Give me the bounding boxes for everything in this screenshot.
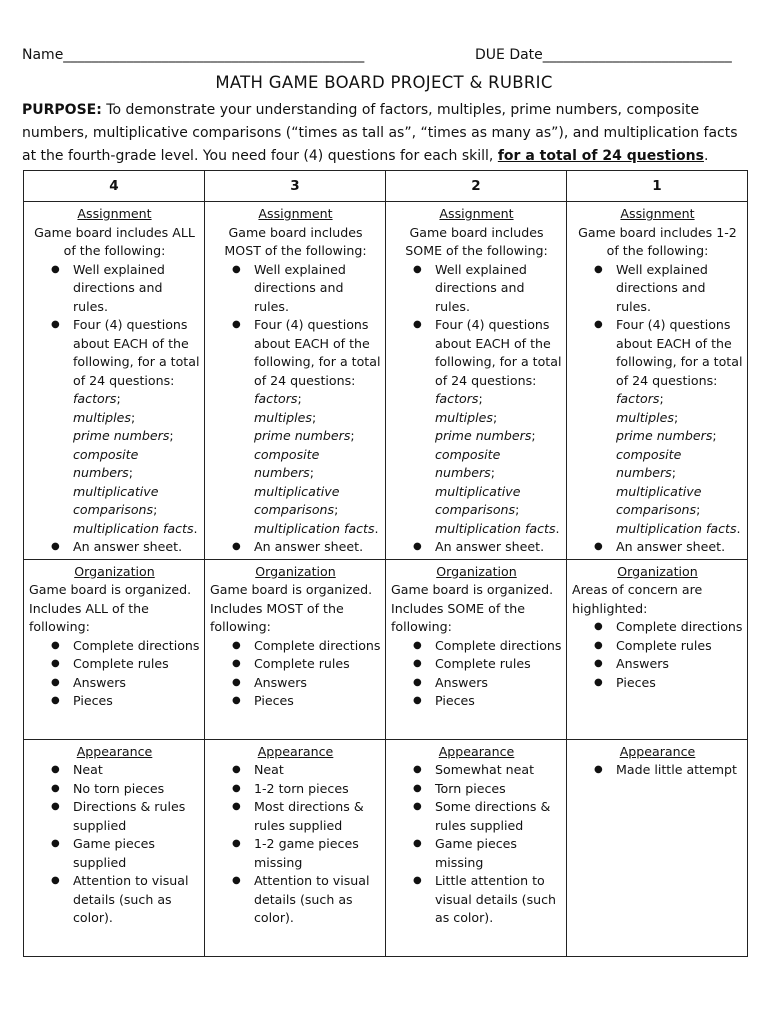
criteria-item: ● Answers xyxy=(73,674,200,693)
skill-separator: ; xyxy=(696,502,701,517)
appearance-heading: Appearance xyxy=(619,743,696,759)
appearance-cell-content xyxy=(205,740,385,930)
criteria-list xyxy=(391,761,562,928)
purpose-end: . xyxy=(703,148,709,164)
criteria-list xyxy=(572,618,743,692)
criteria-item: ● An answer sheet. xyxy=(616,538,743,557)
skill-name: factors xyxy=(254,391,298,406)
organization-heading: Organization xyxy=(255,563,336,579)
criteria-item xyxy=(435,316,562,538)
organization-cell-content xyxy=(386,560,566,713)
purpose-label: PURPOSE: xyxy=(22,102,102,118)
skill-separator: ; xyxy=(490,465,495,480)
criteria-item: ● No torn pieces xyxy=(73,780,200,799)
appearance-cell-content xyxy=(567,740,747,782)
organization-cell-3 xyxy=(205,559,386,739)
appearance-cell-content xyxy=(24,740,204,930)
criteria-list xyxy=(572,761,743,780)
skill-name: composite numbers xyxy=(254,446,320,480)
criteria-item: ● Pieces xyxy=(254,692,381,711)
criteria-item: ● Well explained directions and rules. xyxy=(254,261,381,317)
organization-row xyxy=(24,559,748,739)
skill-name: multiplicative comparisons xyxy=(254,483,340,517)
criteria-item: ● Somewhat neat xyxy=(435,761,562,780)
criteria-item-text: Four (4) questions about EACH of the following, for a total of 24 questions: xyxy=(616,317,743,388)
criteria-item: ● Neat xyxy=(73,761,200,780)
criteria-item: ● Complete directions xyxy=(73,637,200,656)
skill-separator: ; xyxy=(493,409,498,425)
criteria-item: ● Attention to visual details (such as color). xyxy=(73,872,200,928)
assignment-cell-3 xyxy=(205,202,386,560)
assignment-row xyxy=(24,202,748,560)
criteria-intro: Game board is organized. Includes MOST of the following: xyxy=(210,582,373,634)
assignment-cell-1 xyxy=(567,202,748,560)
criteria-list xyxy=(572,261,743,557)
criteria-item: ● Made little attempt xyxy=(616,761,743,780)
assignment-heading: Assignment xyxy=(77,206,152,221)
appearance-heading: Appearance xyxy=(257,743,334,759)
appearance-cell-3 xyxy=(205,739,386,956)
skill-name: composite numbers xyxy=(616,446,682,480)
skill-name: multiples xyxy=(254,409,312,425)
criteria-item: ● Answers xyxy=(435,674,562,693)
criteria-item: ● Pieces xyxy=(73,692,200,711)
organization-cell-2 xyxy=(386,559,567,739)
criteria-item: ● Complete directions xyxy=(435,637,562,656)
purpose-text: To demonstrate your understanding of factors, multiples, prime numbers, composite numbers, multiplicative comparisons (“times as tall as”, “times as many as”), and multiplication facts at the fourth-grade level. You need four (4) questions for each skill, xyxy=(22,102,738,164)
score-header-row xyxy=(24,171,748,202)
skill-separator: ; xyxy=(674,409,679,425)
criteria-intro: Areas of concern are highlighted: xyxy=(572,582,703,616)
criteria-item: ● Well explained directions and rules. xyxy=(435,261,562,317)
criteria-list xyxy=(210,261,381,557)
skill-name: prime numbers xyxy=(254,428,351,443)
skill-name: prime numbers xyxy=(616,428,713,443)
criteria-item: ● Little attention to visual details (such as color). xyxy=(435,872,562,928)
appearance-cell-1 xyxy=(567,739,748,956)
organization-cell-content xyxy=(205,560,385,713)
skill-name: multiplicative comparisons xyxy=(435,483,521,517)
skill-name: multiplication facts xyxy=(73,520,194,536)
organization-cell-1 xyxy=(567,559,748,739)
skill-separator: ; xyxy=(116,391,121,406)
criteria-item: ● Game pieces supplied xyxy=(73,835,200,872)
criteria-item xyxy=(73,316,200,538)
purpose-emphasis: for a total of 24 questions xyxy=(497,148,704,164)
criteria-intro: Game board includes SOME of the following: xyxy=(405,224,548,258)
skill-separator: ; xyxy=(531,428,536,443)
criteria-item: ● An answer sheet. xyxy=(73,538,200,557)
criteria-item-text: Four (4) questions about EACH of the following, for a total of 24 questions: xyxy=(435,317,562,388)
criteria-intro: Game board is organized. Includes SOME of the following: xyxy=(391,582,554,634)
assignment-cell-2 xyxy=(386,202,567,560)
assignment-cell-content xyxy=(205,202,385,559)
skill-separator: ; xyxy=(153,502,158,517)
criteria-item: ● An answer sheet. xyxy=(435,538,562,557)
score-header-1: 1 xyxy=(567,171,748,202)
criteria-item xyxy=(254,316,381,538)
criteria-item: ● 1-2 torn pieces xyxy=(254,780,381,799)
appearance-cell-4 xyxy=(24,739,205,956)
skill-name: multiples xyxy=(435,409,493,425)
criteria-item: ● Complete rules xyxy=(254,655,381,674)
appearance-heading: Appearance xyxy=(76,743,153,759)
skill-name: prime numbers xyxy=(435,428,532,443)
page-title: MATH GAME BOARD PROJECT & RUBRIC xyxy=(215,73,553,92)
skill-name: factors xyxy=(435,391,479,406)
skill-separator: ; xyxy=(312,409,317,425)
skill-name: multiples xyxy=(73,409,131,425)
criteria-intro: Game board includes 1-2 of the following: xyxy=(578,224,737,258)
organization-heading: Organization xyxy=(74,563,155,579)
skill-separator: ; xyxy=(309,465,314,480)
criteria-list xyxy=(29,637,200,711)
assignment-heading: Assignment xyxy=(439,206,514,221)
criteria-item: ● Directions & rules supplied xyxy=(73,798,200,835)
criteria-intro: Game board includes ALL of the following: xyxy=(34,224,195,258)
assignment-heading: Assignment xyxy=(258,206,333,221)
skill-name: multiples xyxy=(616,409,674,425)
skill-separator: ; xyxy=(515,502,520,517)
criteria-item: ● Game pieces missing xyxy=(435,835,562,872)
criteria-item: ● 1-2 game pieces missing xyxy=(254,835,381,872)
organization-cell-content xyxy=(24,560,204,713)
score-header-4: 4 xyxy=(24,171,205,202)
criteria-item-text: Four (4) questions about EACH of the following, for a total of 24 questions: xyxy=(254,317,381,388)
skill-separator: ; xyxy=(297,391,302,406)
criteria-item: ● Complete rules xyxy=(616,637,743,656)
organization-heading: Organization xyxy=(617,563,698,579)
criteria-item: ● Well explained directions and rules. xyxy=(616,261,743,317)
criteria-item: ● Pieces xyxy=(616,674,743,693)
criteria-intro: Game board includes MOST of the following: xyxy=(224,224,367,258)
skill-separator: ; xyxy=(659,391,664,406)
assignment-cell-content xyxy=(24,202,204,559)
rubric-table xyxy=(23,170,748,957)
criteria-item: ● Pieces xyxy=(435,692,562,711)
assignment-cell-content xyxy=(386,202,566,559)
score-header-3: 3 xyxy=(205,171,386,202)
skill-name: multiplication facts xyxy=(435,520,556,536)
criteria-item: ● Complete directions xyxy=(616,618,743,637)
criteria-item: ● Complete rules xyxy=(73,655,200,674)
skill-separator: ; xyxy=(334,502,339,517)
criteria-item: ● Most directions & rules supplied xyxy=(254,798,381,835)
appearance-cell-content xyxy=(386,740,566,930)
skill-name: multiplicative comparisons xyxy=(616,483,702,517)
criteria-list xyxy=(210,637,381,711)
skill-separator: ; xyxy=(712,428,717,443)
skill-separator: . xyxy=(555,520,560,536)
criteria-item: ● Well explained directions and rules. xyxy=(73,261,200,317)
assignment-cell-4 xyxy=(24,202,205,560)
skill-separator: . xyxy=(193,520,198,536)
due-date-field-label[interactable]: DUE Date___________________________ xyxy=(475,47,732,63)
name-field-label[interactable]: Name___________________________________________ xyxy=(22,47,365,63)
skill-separator: ; xyxy=(671,465,676,480)
criteria-item-text: Four (4) questions about EACH of the following, for a total of 24 questions: xyxy=(73,317,200,388)
criteria-item: ● Answers xyxy=(254,674,381,693)
organization-cell-content xyxy=(567,560,747,695)
criteria-list xyxy=(29,261,200,557)
skill-separator: ; xyxy=(169,428,174,443)
criteria-item: ● An answer sheet. xyxy=(254,538,381,557)
skill-separator: ; xyxy=(131,409,136,425)
criteria-list xyxy=(391,637,562,711)
skill-name: multiplicative comparisons xyxy=(73,483,159,517)
appearance-cell-2 xyxy=(386,739,567,956)
criteria-intro: Game board is organized. Includes ALL of the following: xyxy=(29,582,192,634)
skill-separator: . xyxy=(736,520,741,536)
criteria-list xyxy=(391,261,562,557)
assignment-heading: Assignment xyxy=(620,206,695,221)
skill-name: prime numbers xyxy=(73,428,170,443)
purpose-paragraph xyxy=(22,99,748,168)
organization-cell-4 xyxy=(24,559,205,739)
score-header-2: 2 xyxy=(386,171,567,202)
criteria-list xyxy=(210,761,381,928)
criteria-item: ● Complete rules xyxy=(435,655,562,674)
appearance-heading: Appearance xyxy=(438,743,515,759)
skill-separator: ; xyxy=(128,465,133,480)
skill-separator: ; xyxy=(478,391,483,406)
skill-name: factors xyxy=(73,391,117,406)
skill-name: composite numbers xyxy=(73,446,139,480)
skill-name: factors xyxy=(616,391,660,406)
skill-separator: . xyxy=(374,520,379,536)
criteria-item: ● Some directions & rules supplied xyxy=(435,798,562,835)
skill-name: multiplication facts xyxy=(254,520,375,536)
criteria-list xyxy=(29,761,200,928)
criteria-item: ● Neat xyxy=(254,761,381,780)
assignment-cell-content xyxy=(567,202,747,559)
organization-heading: Organization xyxy=(436,563,517,579)
name-due-line xyxy=(22,47,746,67)
criteria-item: ● Attention to visual details (such as color). xyxy=(254,872,381,928)
criteria-item xyxy=(616,316,743,538)
skill-name: multiplication facts xyxy=(616,520,737,536)
skill-name: composite numbers xyxy=(435,446,501,480)
skill-separator: ; xyxy=(350,428,355,443)
criteria-item: ● Torn pieces xyxy=(435,780,562,799)
criteria-item: ● Answers xyxy=(616,655,743,674)
criteria-item: ● Complete directions xyxy=(254,637,381,656)
appearance-row xyxy=(24,739,748,956)
